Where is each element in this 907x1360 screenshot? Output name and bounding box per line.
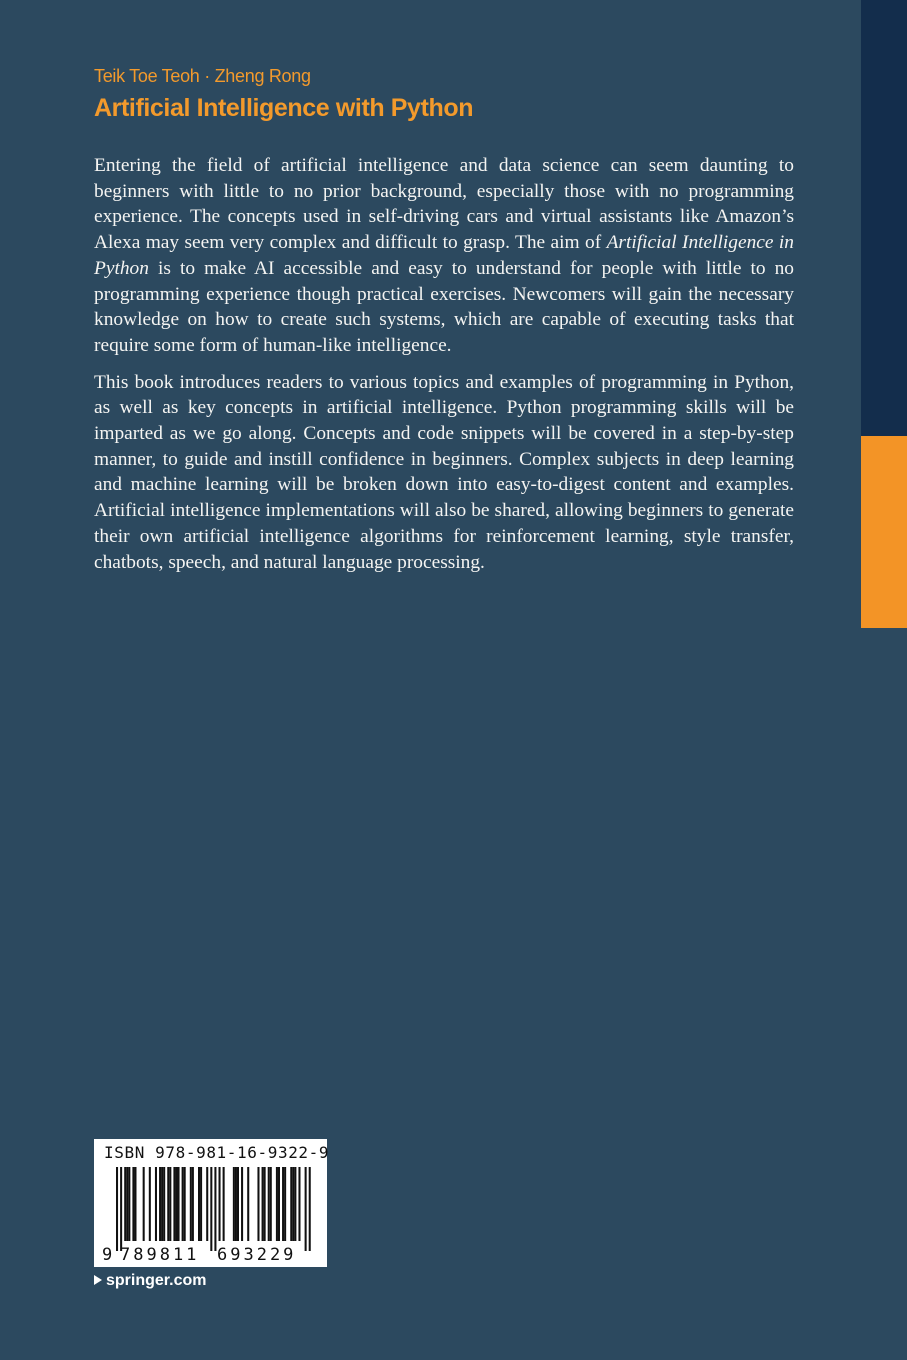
barcode-bar bbox=[241, 1167, 243, 1241]
barcode-bar bbox=[155, 1167, 157, 1241]
description-paragraph-2: This book introduces readers to various topics and examples of programming in Python, as well as key concepts in artificial intelligence. Python programming skills will be imparted as we go along. Concepts and code snippets will be covered in a step-by-step manner, to guide and instill confidence in beginners. Complex subjects in deep learning and machine learning will be broken down into easy-to-digest content and examples. Artificial intelligence implementations will also be shared, allowing beginners to generate their own artificial intelligence algorithms for reinforcement learning, style transfer, chatbots, speech, and natural language processing. bbox=[94, 371, 794, 573]
barcode-bar bbox=[200, 1167, 202, 1241]
barcode-bar bbox=[184, 1167, 186, 1241]
barcode-bar bbox=[247, 1167, 249, 1241]
barcode-bar bbox=[292, 1167, 294, 1241]
spine-dark-band bbox=[861, 0, 907, 436]
book-description bbox=[94, 153, 794, 586]
barcode-digits-left: 789811 bbox=[120, 1245, 200, 1263]
isbn-number: ISBN 978-981-16-9322-9 bbox=[104, 1143, 330, 1162]
barcode-bar bbox=[262, 1167, 264, 1241]
description-text: is to make AI accessible and easy to understand for people with little to no programming experience though practical exercises. Newcomers will gain the necessary knowledge on how to create such systems, which are capable of executing tasks that require some form of human-like intelligence. bbox=[94, 257, 794, 356]
barcode-bar bbox=[298, 1167, 300, 1241]
barcode-bar bbox=[294, 1167, 296, 1241]
barcode-bar bbox=[235, 1167, 237, 1241]
barcode-bar bbox=[206, 1167, 208, 1241]
author-names: Teik Toe Teoh · Zheng Rong bbox=[94, 66, 311, 86]
barcode-bar bbox=[134, 1167, 136, 1241]
barcode-bar bbox=[198, 1167, 200, 1241]
barcode-bar bbox=[237, 1167, 239, 1241]
barcode-bar bbox=[284, 1167, 286, 1241]
barcode-bar bbox=[173, 1167, 175, 1241]
barcode-digit-first: 9 bbox=[102, 1245, 113, 1263]
barcode-bar bbox=[282, 1167, 284, 1241]
barcode-bar bbox=[178, 1167, 180, 1241]
barcode-bar bbox=[128, 1167, 130, 1241]
barcode-bar bbox=[167, 1167, 169, 1241]
spine-orange-band bbox=[861, 436, 907, 628]
arrow-right-icon bbox=[94, 1275, 102, 1285]
barcode-bar bbox=[192, 1167, 194, 1241]
barcode-bar bbox=[126, 1167, 128, 1241]
barcode-bar bbox=[116, 1167, 118, 1251]
barcode-bar bbox=[264, 1167, 266, 1241]
barcode-bar bbox=[268, 1167, 270, 1241]
description-book-title-italic: Artificial Intelligence in Python bbox=[94, 232, 794, 279]
barcode-bar bbox=[210, 1167, 212, 1251]
barcode-bar bbox=[214, 1167, 216, 1251]
barcode-bar bbox=[143, 1167, 145, 1241]
barcode-bar bbox=[257, 1167, 259, 1241]
barcode-bar bbox=[219, 1167, 221, 1241]
barcode-bar bbox=[124, 1167, 126, 1241]
barcode-bars bbox=[100, 1167, 322, 1263]
barcode-bar bbox=[149, 1167, 151, 1241]
barcode-bar bbox=[305, 1167, 307, 1251]
barcode-digits-right: 693229 bbox=[217, 1245, 297, 1263]
barcode-bar bbox=[175, 1167, 177, 1241]
book-title: Artificial Intelligence with Python bbox=[94, 94, 474, 122]
barcode-bar bbox=[163, 1167, 165, 1241]
barcode-bar bbox=[120, 1167, 122, 1251]
description-paragraph-1 bbox=[94, 153, 794, 359]
barcode-bar bbox=[290, 1167, 292, 1241]
barcode-bar bbox=[169, 1167, 171, 1241]
barcode-bar bbox=[190, 1167, 192, 1241]
isbn-barcode bbox=[94, 1139, 330, 1267]
barcode-bar bbox=[182, 1167, 184, 1241]
barcode-bar bbox=[233, 1167, 235, 1241]
barcode-bar bbox=[132, 1167, 134, 1241]
barcode-bar bbox=[309, 1167, 311, 1251]
publisher-link[interactable] bbox=[94, 1272, 206, 1290]
barcode-bar bbox=[276, 1167, 278, 1241]
barcode-bar bbox=[159, 1167, 161, 1241]
spine-color-strip bbox=[861, 0, 907, 1360]
barcode-bar bbox=[278, 1167, 280, 1241]
publisher-url: springer.com bbox=[106, 1272, 207, 1289]
barcode-bar bbox=[223, 1167, 225, 1241]
barcode-bar bbox=[161, 1167, 163, 1241]
description-text: Entering the field of artificial intelligence and data science can seem daunting to beginners with little to no prior background, especially those with no programming experience. The concepts used in self-driving cars and virtual assistants like Amazon’s Alexa may seem very complex and difficult to grasp. The aim of bbox=[94, 155, 794, 254]
barcode-bar bbox=[270, 1167, 272, 1241]
